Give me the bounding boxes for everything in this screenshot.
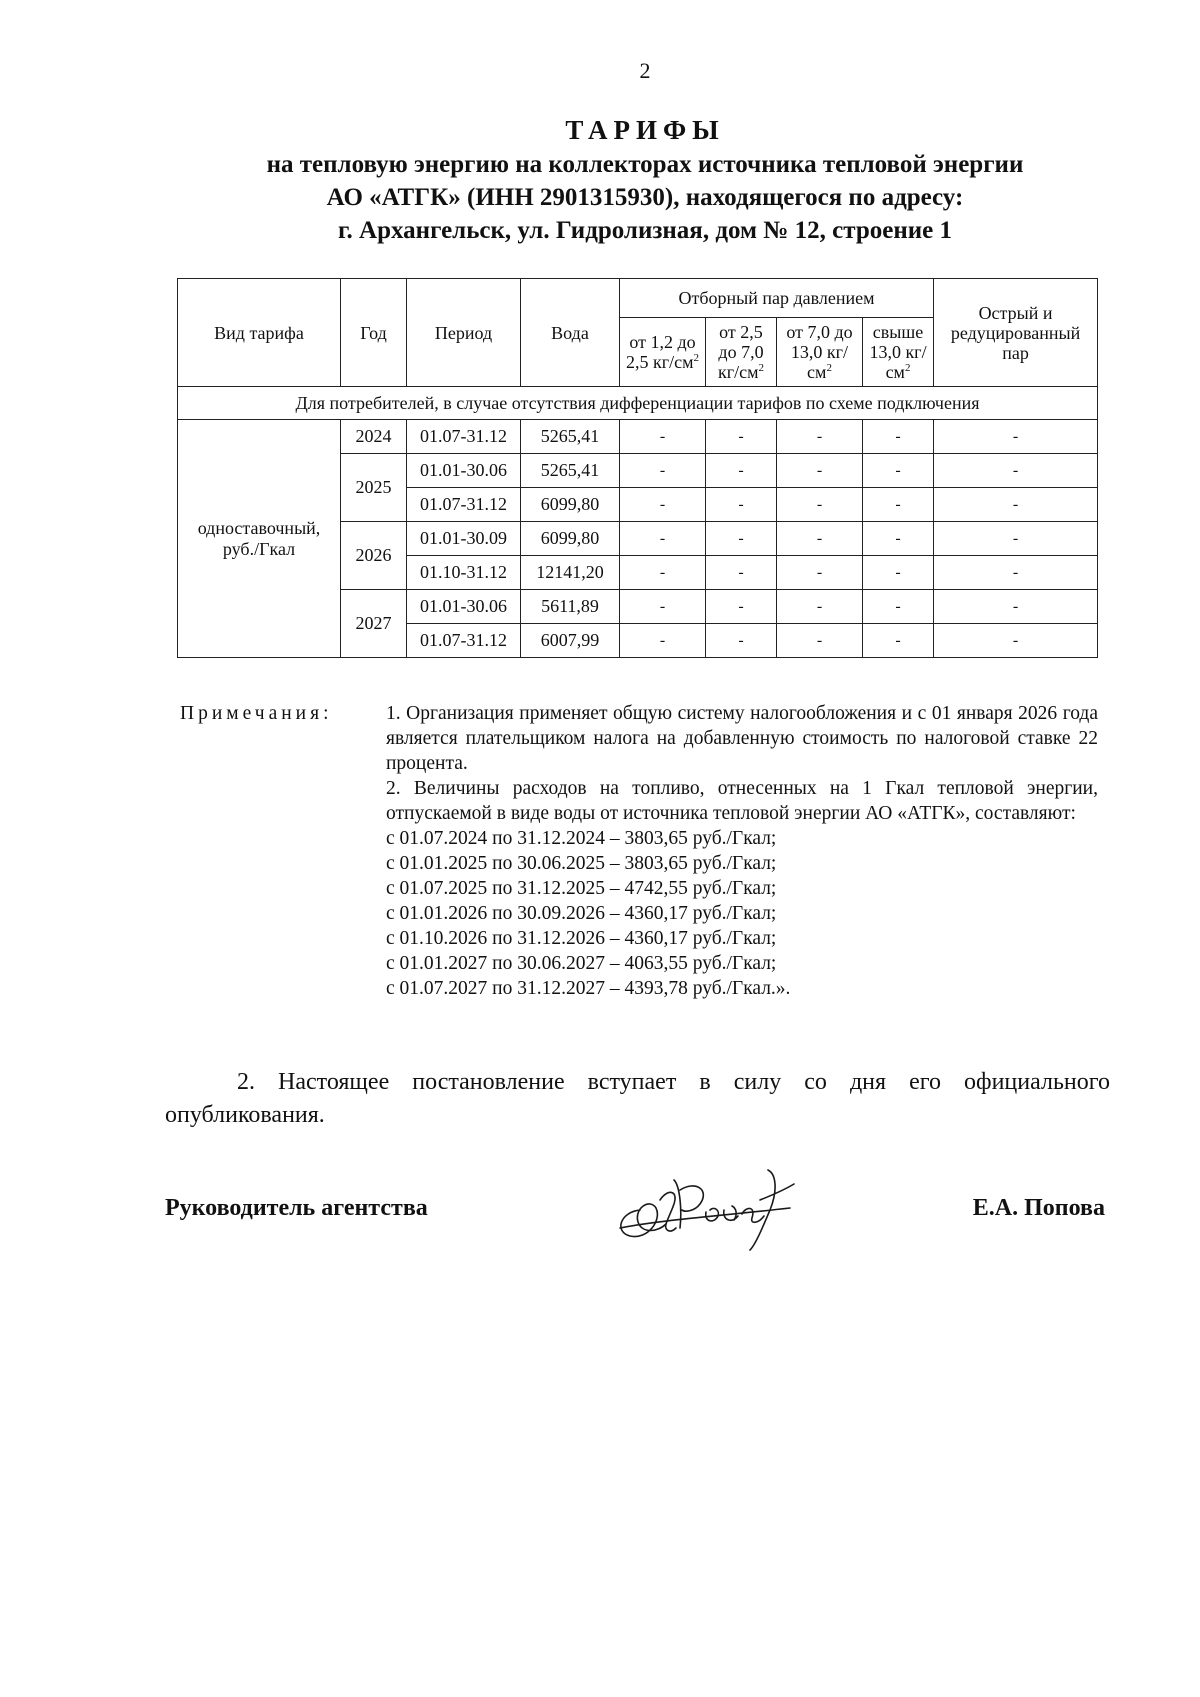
header-steam-1 — [620, 318, 706, 387]
cell-period: 01.07-31.12 — [407, 488, 521, 522]
title-line-2: АО «АТГК» (ИНН 2901315930), находящегося по адресу: — [326, 184, 964, 211]
cell-period: 01.07-31.12 — [407, 420, 521, 454]
fuel-cost-item: с 01.01.2026 по 30.09.2026 – 4360,17 руб./Гкал; — [386, 903, 777, 924]
cell-dash: - — [863, 522, 934, 556]
cell-water: 6099,80 — [521, 488, 620, 522]
header-steam-2 — [706, 318, 777, 387]
cell-period: 01.01-30.09 — [407, 522, 521, 556]
cell-dash: - — [934, 624, 1098, 658]
header-water: Вода — [521, 279, 620, 387]
notes-label: Примечания: — [180, 703, 333, 724]
cell-dash: - — [620, 420, 706, 454]
cell-period: 01.01-30.06 — [407, 590, 521, 624]
cell-dash: - — [863, 590, 934, 624]
signature-role: Руководитель агентства — [165, 1195, 428, 1221]
fuel-cost-item: с 01.07.2024 по 31.12.2024 – 3803,65 руб./Гкал; — [386, 828, 777, 849]
cell-dash: - — [620, 624, 706, 658]
fuel-cost-item: с 01.07.2025 по 31.12.2025 – 4742,55 руб./Гкал; — [386, 878, 777, 899]
superscript: 2 — [693, 352, 699, 364]
cell-year: 2024 — [341, 420, 407, 454]
cell-dash: - — [706, 556, 777, 590]
cell-dash: - — [934, 420, 1098, 454]
header-steam-1-label: от 1,2 до 2,5 кг/см — [625, 332, 696, 372]
header-steam-3-label: от 7,0 до 13,0 кг/см — [786, 322, 853, 382]
superscript: 2 — [758, 362, 764, 374]
cell-dash: - — [706, 624, 777, 658]
cell-dash: - — [934, 522, 1098, 556]
signature-name: Е.А. Попова — [972, 1195, 1105, 1221]
cell-dash: - — [706, 454, 777, 488]
group-label: Для потребителей, в случае отсутствия дифференциации тарифов по схеме подключения — [178, 387, 1098, 420]
header-tariff-type: Вид тарифа — [178, 279, 341, 387]
header-steam-2-label: от 2,5 до 7,0 кг/см — [717, 322, 764, 382]
table-header-row — [178, 279, 1098, 318]
cell-water: 12141,20 — [521, 556, 620, 590]
tariff-name: одноставочный, руб./Гкал — [178, 420, 341, 658]
page-number: 2 — [639, 58, 651, 83]
title-main: ТАРИФЫ — [565, 115, 725, 145]
cell-period: 01.07-31.12 — [407, 624, 521, 658]
cell-dash: - — [934, 488, 1098, 522]
cell-dash: - — [934, 454, 1098, 488]
cell-dash: - — [777, 522, 863, 556]
header-live-steam: Острый и редуцированный пар — [934, 279, 1098, 387]
cell-dash: - — [706, 590, 777, 624]
fuel-cost-item: с 01.07.2027 по 31.12.2027 – 4393,78 руб./Гкал.». — [386, 978, 791, 999]
cell-dash: - — [777, 590, 863, 624]
cell-dash: - — [863, 624, 934, 658]
cell-dash: - — [863, 454, 934, 488]
cell-dash: - — [620, 590, 706, 624]
cell-dash: - — [777, 556, 863, 590]
cell-dash: - — [934, 556, 1098, 590]
table-group-row — [178, 387, 1098, 420]
header-steam-4 — [863, 318, 934, 387]
note-2: 2. Величины расходов на топливо, отнесенных на 1 Гкал тепловой энергии, отпускаемой в виде воды от источника тепловой энергии АО «АТГК», составляют: — [386, 778, 1098, 824]
cell-dash: - — [777, 420, 863, 454]
cell-dash: - — [863, 488, 934, 522]
cell-period: 01.01-30.06 — [407, 454, 521, 488]
header-period: Период — [407, 279, 521, 387]
cell-dash: - — [777, 488, 863, 522]
effective-clause: 2. Настоящее постановление вступает в силу со дня его официального опубликования. — [165, 1069, 1110, 1128]
fuel-cost-item: с 01.10.2026 по 31.12.2026 – 4360,17 руб./Гкал; — [386, 928, 777, 949]
cell-dash: - — [706, 522, 777, 556]
handwritten-signature — [600, 1150, 810, 1260]
cell-dash: - — [620, 488, 706, 522]
cell-dash: - — [620, 522, 706, 556]
header-steam-group: Отборный пар давлением — [620, 279, 934, 318]
cell-dash: - — [777, 624, 863, 658]
notes-body — [386, 701, 1098, 1001]
cell-water: 6007,99 — [521, 624, 620, 658]
note-1: 1. Организация применяет общую систему налогообложения и с 01 января 2026 года является плательщиком налога на добавленную стоимость по налоговой ставке 22 процента. — [386, 703, 1098, 774]
header-steam-4-label: свыше 13,0 кг/см — [869, 322, 927, 382]
cell-dash: - — [777, 454, 863, 488]
cell-dash: - — [706, 488, 777, 522]
fuel-cost-item: с 01.01.2027 по 30.06.2027 – 4063,55 руб./Гкал; — [386, 953, 777, 974]
cell-period: 01.10-31.12 — [407, 556, 521, 590]
table-row — [178, 420, 1098, 454]
cell-dash: - — [620, 556, 706, 590]
header-steam-3 — [777, 318, 863, 387]
cell-dash: - — [706, 420, 777, 454]
cell-water: 5265,41 — [521, 420, 620, 454]
document-title — [150, 112, 1140, 247]
cell-year: 2027 — [341, 590, 407, 658]
cell-dash: - — [863, 420, 934, 454]
superscript: 2 — [904, 362, 911, 374]
cell-dash: - — [934, 590, 1098, 624]
cell-year: 2025 — [341, 454, 407, 522]
cell-water: 5611,89 — [521, 590, 620, 624]
cell-water: 5265,41 — [521, 454, 620, 488]
header-year: Год — [341, 279, 407, 387]
tariff-table — [177, 278, 1098, 658]
cell-dash: - — [620, 454, 706, 488]
title-line-1: на тепловую энергию на коллекторах источника тепловой энергии — [266, 151, 1024, 178]
fuel-cost-item: с 01.01.2025 по 30.06.2025 – 3803,65 руб./Гкал; — [386, 853, 777, 874]
cell-dash: - — [863, 556, 934, 590]
superscript: 2 — [826, 362, 832, 374]
cell-year: 2026 — [341, 522, 407, 590]
cell-water: 6099,80 — [521, 522, 620, 556]
title-line-3: г. Архангельск, ул. Гидролизная, дом № 12, строение 1 — [338, 217, 952, 244]
